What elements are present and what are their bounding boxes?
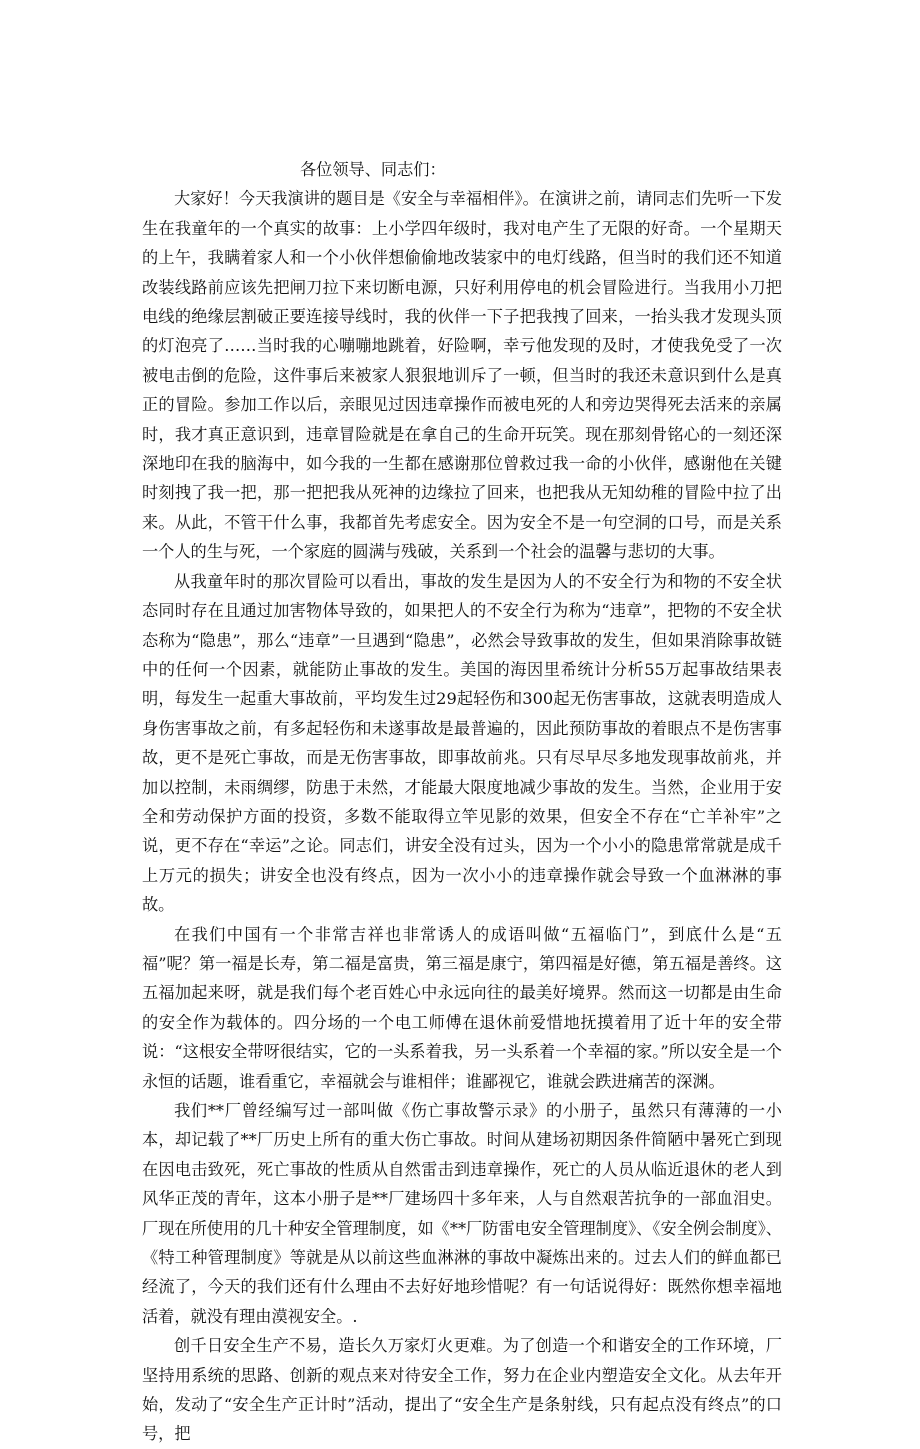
paragraph-1: 大家好！今天我演讲的题目是《安全与幸福相伴》。在演讲之前，请同志们先听一下发生在我童年的一个真实的故事：上小学四年级时，我对电产生了无限的好奇。一个星期天的上午，我瞒着家人和一个小伙伴想偷偷地改装家中的电灯线路，但当时的我们还不知道改装线路前应该先把闸刀拉下来切断电源，只好利用停电的机会冒险进行。当我用小刀把电线的绝缘层割破正要连接导线时，我的伙伴一下子把我拽了回来，一抬头我才发现头顶的灯泡亮了……当时我的心嘣嘣地跳着，好险啊，幸亏他发现的及时，才使我免受了一次被电击倒的危险，这件事后来被家人狠狠地训斥了一顿，但当时的我还未意识到什么是真正的冒险。参加工作以后，亲眼见过因违章操作而被电死的人和旁边哭得死去活来的亲属时，我才真正意识到，违章冒险就是在拿自己的生命开玩笑。现在那刻骨铭心的一刻还深深地印在我的脑海中，如今我的一生都在感谢那位曾救过我一命的小伙伴，感谢他在关键时刻拽了我一把，那一把把我从死神的边缘拉了回来，也把我从无知幼稚的冒险中拉了出来。从此，不管干什么事，我都首先考虑安全。因为安全不是一句空洞的口号，而是关系一个人的生与死，一个家庭的圆满与残破，关系到一个社会的温馨与悲切的大事。	[142, 189, 782, 562]
document-body	[142, 155, 782, 1449]
paragraph-5: 创千日安全生产不易，造长久万家灯火更难。为了创造一个和谐安全的工作环境，厂坚持用系统的思路、创新的观点来对待安全工作，努力在企业内塑造安全文化。从去年开始，发动了“安全生产正计时”活动，提出了“安全生产是条射线，只有起点没有终点”的口号，把	[142, 1336, 782, 1444]
salutation: 各位领导、同志们：	[300, 160, 446, 179]
paragraph-3: 在我们中国有一个非常吉祥也非常诱人的成语叫做“五福临门”，到底什么是“五福”呢？第一福是长寿，第二福是富贵，第三福是康宁，第四福是好德，第五福是善终。这五福加起来呀，就是我们每个老百姓心中永远向往的最美好境界。然而这一切都是由生命的安全作为载体的。四分场的一个电工师傅在退休前爱惜地抚摸着用了近十年的安全带说：“这根安全带呀很结实，它的一头系着我，另一头系着一个幸福的家。”所以安全是一个永恒的话题，谁看重它，幸福就会与谁相伴；谁鄙视它，谁就会跌进痛苦的深渊。	[142, 924, 782, 1091]
paragraph-2: 从我童年时的那次冒险可以看出，事故的发生是因为人的不安全行为和物的不安全状态同时存在且通过加害物体导致的，如果把人的不安全行为称为“违章”，把物的不安全状态称为“隐患”，那么“违章”一旦遇到“隐患”，必然会导致事故的发生，但如果消除事故链中的任何一个因素，就能防止事故的发生。美国的海因里希统计分析55万起事故结果表明，每发生一起重大事故前，平均发生过29起轻伤和300起无伤害事故，这就表明造成人身伤害事故之前，有多起轻伤和未遂事故是最普遍的，因此预防事故的着眼点不是伤害事故，更不是死亡事故，而是无伤害事故，即事故前兆。只有尽早尽多地发现事故前兆，并加以控制，未雨绸缪，防患于未然，才能最大限度地减少事故的发生。当然，企业用于安全和劳动保护方面的投资，多数不能取得立竿见影的效果，但安全不存在“亡羊补牢”之说，更不存在“幸运”之论。同志们，讲安全没有过头，因为一个小小的隐患常常就是成千上万元的损失；讲安全也没有终点，因为一次小小的违章操作就会导致一个血淋淋的事故。	[142, 571, 782, 915]
paragraph-4: 我们**厂曾经编写过一部叫做《伤亡事故警示录》的小册子，虽然只有薄薄的一小本，却记载了**厂历史上所有的重大伤亡事故。时间从建场初期因条件简陋中暑死亡到现在因电击致死，死亡事故的性质从自然雷击到违章操作，死亡的人员从临近退休的老人到风华正茂的青年，这本小册子是**厂建场四十多年来，人与自然艰苦抗争的一部血泪史。厂现在所使用的几十种安全管理制度，如《**厂防雷电安全管理制度》、《安全例会制度》、《特工种管理制度》等就是从以前这些血淋淋的事故中凝炼出来的。过去人们的鲜血都已经流了，今天的我们还有什么理由不去好好地珍惜呢？有一句话说得好：既然你想幸福地活着，就没有理由漠视安全。.	[142, 1101, 782, 1326]
